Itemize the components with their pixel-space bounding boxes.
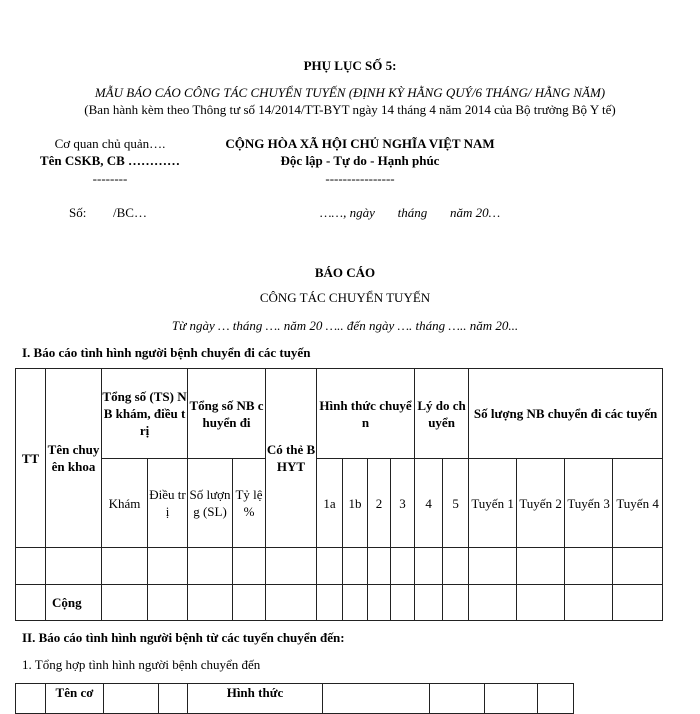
header-level-3: Tuyến 3: [565, 459, 613, 548]
table-row-empty: [16, 548, 663, 585]
header-form-1b: 1b: [343, 459, 368, 548]
header-form-1a: 1a: [317, 459, 343, 548]
header-level-2: Tuyến 2: [517, 459, 565, 548]
referral-out-table: [15, 368, 663, 621]
nation-divider: ----------------: [325, 171, 395, 186]
org-divider: --------: [92, 171, 128, 186]
header-total-referred: Tổng số NB chuyển đi: [188, 369, 266, 459]
header-form-2: 2: [368, 459, 391, 548]
header-form-3: 3: [391, 459, 415, 548]
header-tt: TT: [16, 369, 46, 548]
header2-name: Tên cơ: [46, 684, 104, 714]
number-label: Số:: [69, 205, 87, 220]
header-exam: Khám: [102, 459, 148, 548]
header-department: Tên chuyên khoa: [46, 369, 102, 548]
section2-sub1: 1. Tổng hợp tình hình người bệnh chuyển đến: [22, 657, 261, 672]
header-total-exam: Tổng số (TS) NB khám, điều trị: [102, 369, 188, 459]
issued-with-note: (Ban hành kèm theo Thông tư số 14/2014/TT-BYT ngày 14 tháng 4 năm 2014 của Bộ trưởng Bộ Y tế): [84, 102, 616, 117]
header2-form: Hình thức: [188, 684, 323, 714]
header-insurance: Có thẻ BHYT: [266, 369, 317, 548]
report-period: Từ ngày … tháng …. năm 20 ….. đến ngày …. tháng ….. năm 20...: [171, 318, 519, 333]
section2-heading: II. Báo cáo tình hình người bệnh từ các tuyến chuyển đến:: [22, 630, 345, 645]
table-row-total: [16, 585, 663, 621]
referral-in-table: [15, 683, 574, 714]
header-reason: Lý do chuyển: [415, 369, 469, 459]
header-quantity: Số lượng (SL): [188, 459, 233, 548]
place-date: ……, ngày tháng năm 20…: [320, 205, 501, 220]
header-reason-4: 4: [415, 459, 443, 548]
header-level-1: Tuyến 1: [469, 459, 517, 548]
header-reason-5: 5: [443, 459, 469, 548]
header-form: Hình thức chuyển: [317, 369, 415, 459]
header-count-by-level: Số lượng NB chuyển đi các tuyến: [469, 369, 663, 459]
appendix-title: PHỤ LỤC SỐ 5:: [303, 58, 397, 73]
facility-name: Tên CSKB, CB …………: [39, 153, 181, 168]
section1-heading: I. Báo cáo tình hình người bệnh chuyển đi các tuyến: [22, 345, 311, 360]
form-title: MẪU BÁO CÁO CÔNG TÁC CHUYỂN TUYẾN (ĐỊNH KỲ HẰNG QUÝ/6 THÁNG/ HẰNG NĂM): [94, 85, 606, 100]
header-percent: Tỷ lệ %: [233, 459, 266, 548]
number-value: /BC…: [113, 205, 147, 220]
nation-motto: Độc lập - Tự do - Hạnh phúc: [280, 153, 440, 168]
report-subtitle: CÔNG TÁC CHUYỂN TUYẾN: [259, 290, 431, 305]
nation-name: CỘNG HÒA XÃ HỘI CHỦ NGHĨA VIỆT NAM: [225, 136, 495, 151]
parent-agency: Cơ quan chủ quản….: [54, 136, 166, 151]
total-row-label: Cộng: [46, 585, 102, 621]
header-level-4: Tuyến 4: [613, 459, 663, 548]
header-treatment: Điều trị: [148, 459, 188, 548]
report-title: BÁO CÁO: [314, 265, 376, 280]
